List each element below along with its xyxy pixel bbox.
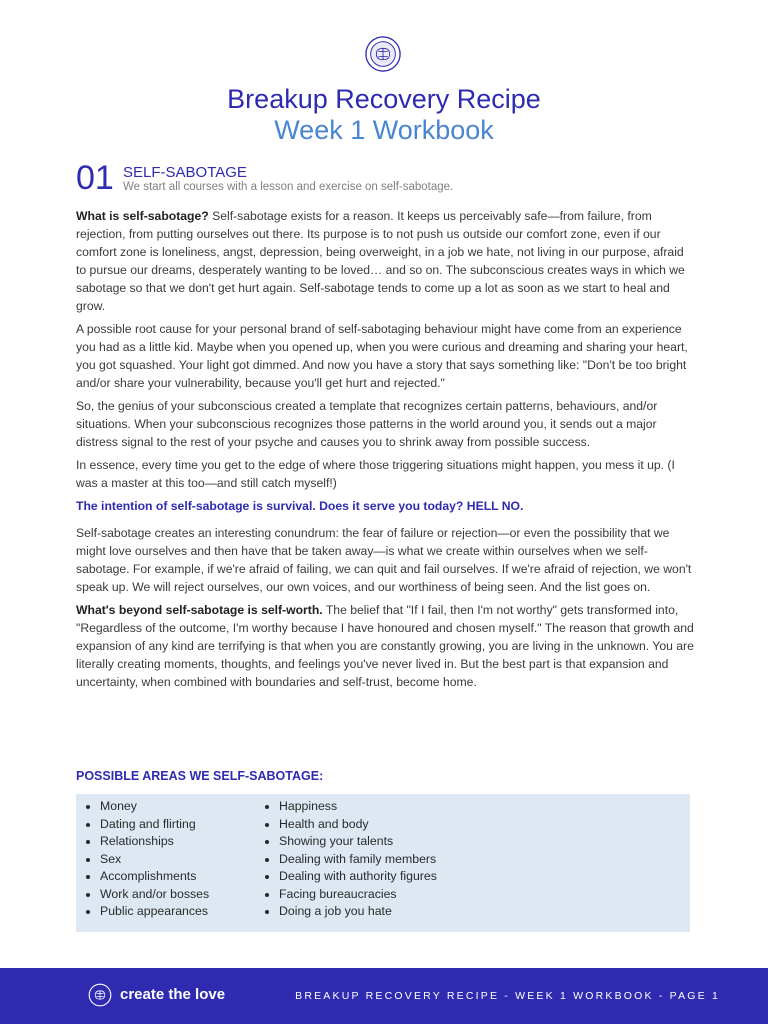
list-item: • Sex	[100, 851, 209, 869]
areas-list-col1	[82, 798, 209, 921]
areas-list-box	[76, 794, 690, 932]
paragraph-lead: What's beyond self-sabotage is self-worth.	[76, 603, 323, 617]
paragraph: A possible root cause for your personal brand of self-sabotaging behaviour might have come from an experience you had as a little kid. Maybe when you opened up, when you were curious and dreaming and sharing your heart, you got squashed. Your light got dimmed. And now you have a story that says something like: "Don't be too bright and/or share your vulnerability, because you'll get hurt and rejected."	[76, 322, 688, 390]
section-subtitle: We start all courses with a lesson and exercise on self-sabotage.	[123, 181, 454, 193]
paragraph-text: The belief that "If I fail, then I'm not worthy" gets transformed into, "Regardless of the outcome, I'm worthy because I have honoured and chosen myself." The reason that growth and expansion of any kind are terrifying is that when you are constantly growing, you are living in the unknown. You are literally creating moments, thoughts, and feelings you've never lived in. But the best part is that expansion and uncertainty, when combined with boundaries and self-trust, become home.	[76, 603, 694, 689]
list-item: • Relationships	[100, 833, 209, 851]
list-item: • Health and body	[279, 816, 437, 834]
list-item: • Facing bureaucracies	[279, 886, 437, 904]
list-item: • Doing a job you hate	[279, 903, 437, 921]
paragraph: Self-sabotage creates an interesting conundrum: the fear of failure or rejection—or even the possibility that we might love ourselves and then have that be taken away—is what we create within ourselves when we self-sabotage. For example, if we're afraid of failing, we can quit and fail ourselves. If we're afraid of rejection, we won't speak up. We will reject ourselves, our own voices, and our worthiness of being seen. And the list goes on.	[76, 526, 692, 594]
footer-bar	[0, 968, 768, 1024]
areas-heading: POSSIBLE AREAS WE SELF-SABOTAGE:	[76, 769, 324, 783]
footer-brand: create the love	[120, 986, 226, 1003]
footer-brain-logo-icon	[88, 983, 112, 1007]
section-number: 01	[76, 159, 114, 197]
page-title: Breakup Recovery Recipe	[227, 84, 541, 114]
list-item: • Work and/or bosses	[100, 886, 209, 904]
paragraph-text: Self-sabotage exists for a reason. It keeps us perceivably safe—from failure, from rejection, from putting ourselves out there. Its purpose is to not push us outside our comfort zone, even if our comfort zone is loneliness, angst, depression, being overweight, in a job we hate, not living in our purpose, afraid to pursue our dreams, desperately wanting to be loved… and so on. The subconscious creates ways in which we sabotage so that we don't get hurt again. Self-sabotage tends to come up a lot as soon as we start to heal and grow.	[76, 209, 685, 313]
brain-logo-icon	[364, 35, 402, 73]
page-subtitle: Week 1 Workbook	[274, 115, 494, 145]
paragraph-lead: What is self-sabotage?	[76, 209, 209, 223]
list-item: • Showing your talents	[279, 833, 437, 851]
body-text	[76, 207, 694, 696]
areas-list-col2	[261, 798, 437, 921]
callout-text: The intention of self-sabotage is survival. Does it serve you today? HELL NO.	[76, 499, 524, 513]
list-item: • Dealing with authority figures	[279, 868, 437, 886]
list-item: • Money	[100, 798, 209, 816]
footer-page-label: BREAKUP RECOVERY RECIPE - WEEK 1 WORKBOOK - PAGE 1	[295, 990, 720, 1002]
section-title: SELF-SABOTAGE	[123, 164, 247, 181]
list-item: • Dating and flirting	[100, 816, 209, 834]
paragraph	[76, 601, 694, 691]
paragraph	[76, 207, 694, 315]
list-item: • Public appearances	[100, 903, 209, 921]
list-item: • Happiness	[279, 798, 437, 816]
paragraph: In essence, every time you get to the edge of where those triggering situations might happen, you mess it up. (I was a master at this too—and still catch myself!)	[76, 458, 675, 490]
paragraph: So, the genius of your subconscious created a template that recognizes certain patterns, behaviours, and/or situations. When your subconscious recognizes those patterns in the world around you, it sends out a major distress signal to the rest of your psyche and causes you to shrink away from possible success.	[76, 399, 658, 449]
list-item: • Accomplishments	[100, 868, 209, 886]
list-item: • Dealing with family members	[279, 851, 437, 869]
